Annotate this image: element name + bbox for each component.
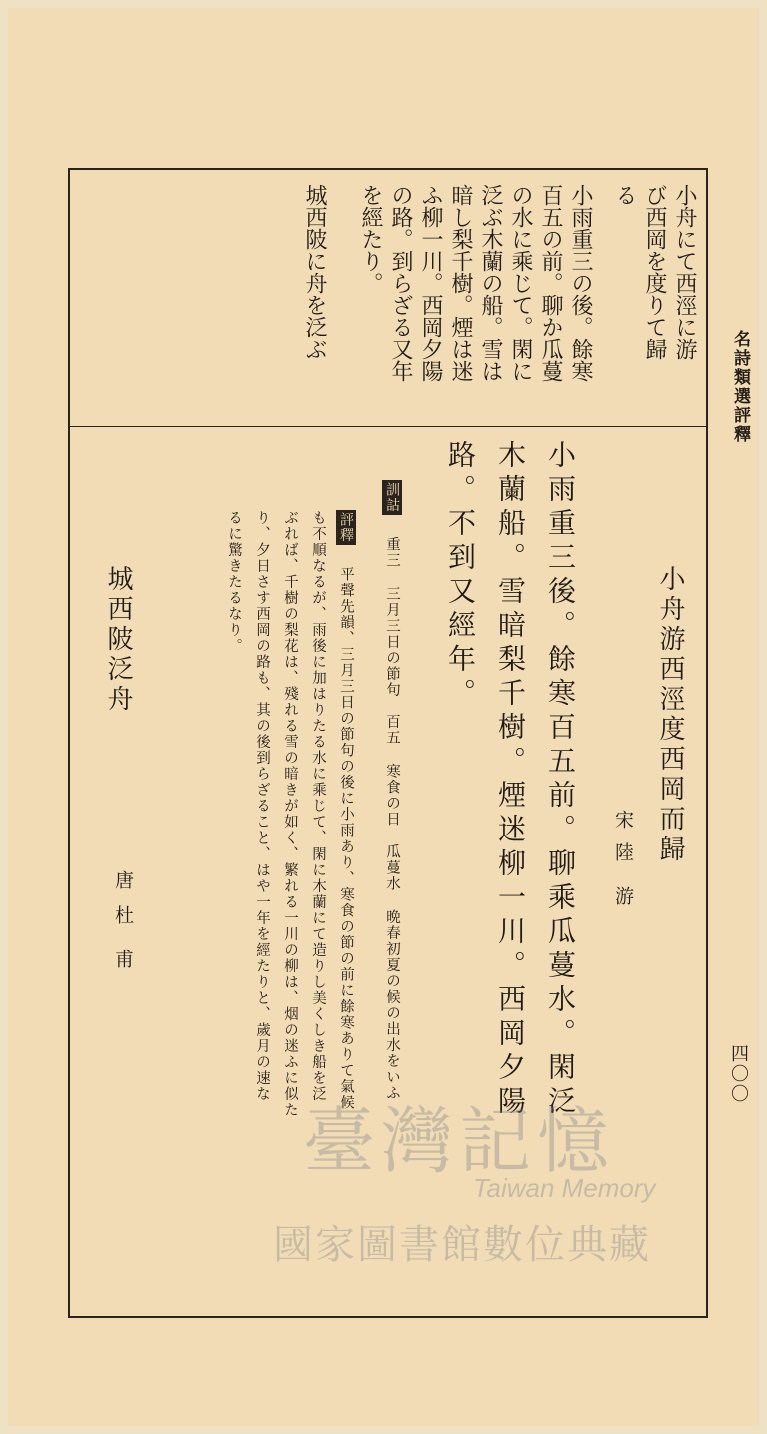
hyoshaku-line: 平聲先韻、三月三日の節句の後に小雨あり、寒食の節の前に餘寒ありて氣候 — [338, 566, 354, 1111]
watermark-sub: 國家圖書館數位典藏 — [273, 1222, 651, 1268]
top-line: を經たり。 — [358, 184, 383, 294]
hyoshaku-label-col — [336, 510, 356, 1111]
top-line: 泛ぶ木蘭の船。雪は — [478, 184, 503, 382]
kungo-note — [382, 480, 402, 1101]
top-line: 城西陂に舟を泛ぶ — [302, 184, 327, 360]
poem-line: 路。不到又經年。 — [444, 440, 477, 712]
text-frame — [68, 168, 708, 1318]
running-title: 名詩類選評釋 — [730, 330, 750, 444]
page-number: 四〇〇 — [728, 1044, 749, 1104]
hyoshaku-line: るに驚きたるなり。 — [226, 510, 242, 654]
top-line: 暗し梨千樹。煙は迷 — [448, 184, 473, 382]
watermark-main: 臺灣記憶 — [303, 1099, 616, 1183]
top-line: 小雨重三の後。餘寒 — [568, 184, 593, 382]
poem-line: 木蘭船。雪暗梨千樹。煙迷柳一川。西岡夕陽 — [494, 440, 527, 1120]
hyoshaku-label: 評釋 — [338, 512, 354, 543]
page — [8, 8, 759, 1426]
top-line: ふ柳一川。西岡夕陽 — [418, 184, 443, 382]
next-poem-poet: 杜 甫 — [112, 905, 134, 971]
kungo-label: 訓詁 — [384, 482, 400, 513]
kungo-text: 重三 三月三日の節句 百五 寒食の日 瓜蔓水 晩春初夏の候の出水をいふ — [384, 536, 400, 1101]
hyoshaku-line: も不順なるが、雨後に加はりたる水に乘じて、閑に木蘭にて造りし美くしき船を泛 — [310, 510, 326, 1102]
poem-title: 小舟游西涇度西岡而歸 — [655, 565, 685, 865]
section-divider — [70, 426, 706, 427]
top-line: の路。到らざる又年 — [388, 184, 413, 382]
poem-dynasty: 宋 — [612, 810, 634, 832]
top-line: び西岡を度りて歸 — [642, 184, 667, 360]
next-poem-dynasty: 唐 — [112, 870, 134, 892]
watermark-english: Taiwan Memory — [473, 1173, 656, 1203]
top-line: 小舟にて西涇に游 — [672, 184, 697, 360]
poem-line: 小雨重三後。餘寒百五前。聊乘瓜蔓水。閑泛 — [544, 440, 577, 1120]
top-line: の水に乘じて。閑に — [508, 184, 533, 382]
poem-poet: 陸 游 — [612, 842, 634, 908]
top-line: 百五の前。聊か瓜蔓 — [538, 184, 563, 382]
top-line: る — [612, 184, 637, 206]
next-poem-title: 城西陂泛舟 — [103, 565, 133, 715]
hyoshaku-line: ぶれば、千樹の梨花は、殘れる雪の暗きが如く、繁れる一川の柳は、烟の迷ふに似た — [282, 510, 298, 1118]
hyoshaku-line: り、夕日さす西岡の路も、其の後到らざること、はや一年を經たりと、歲月の速な — [254, 510, 270, 1102]
